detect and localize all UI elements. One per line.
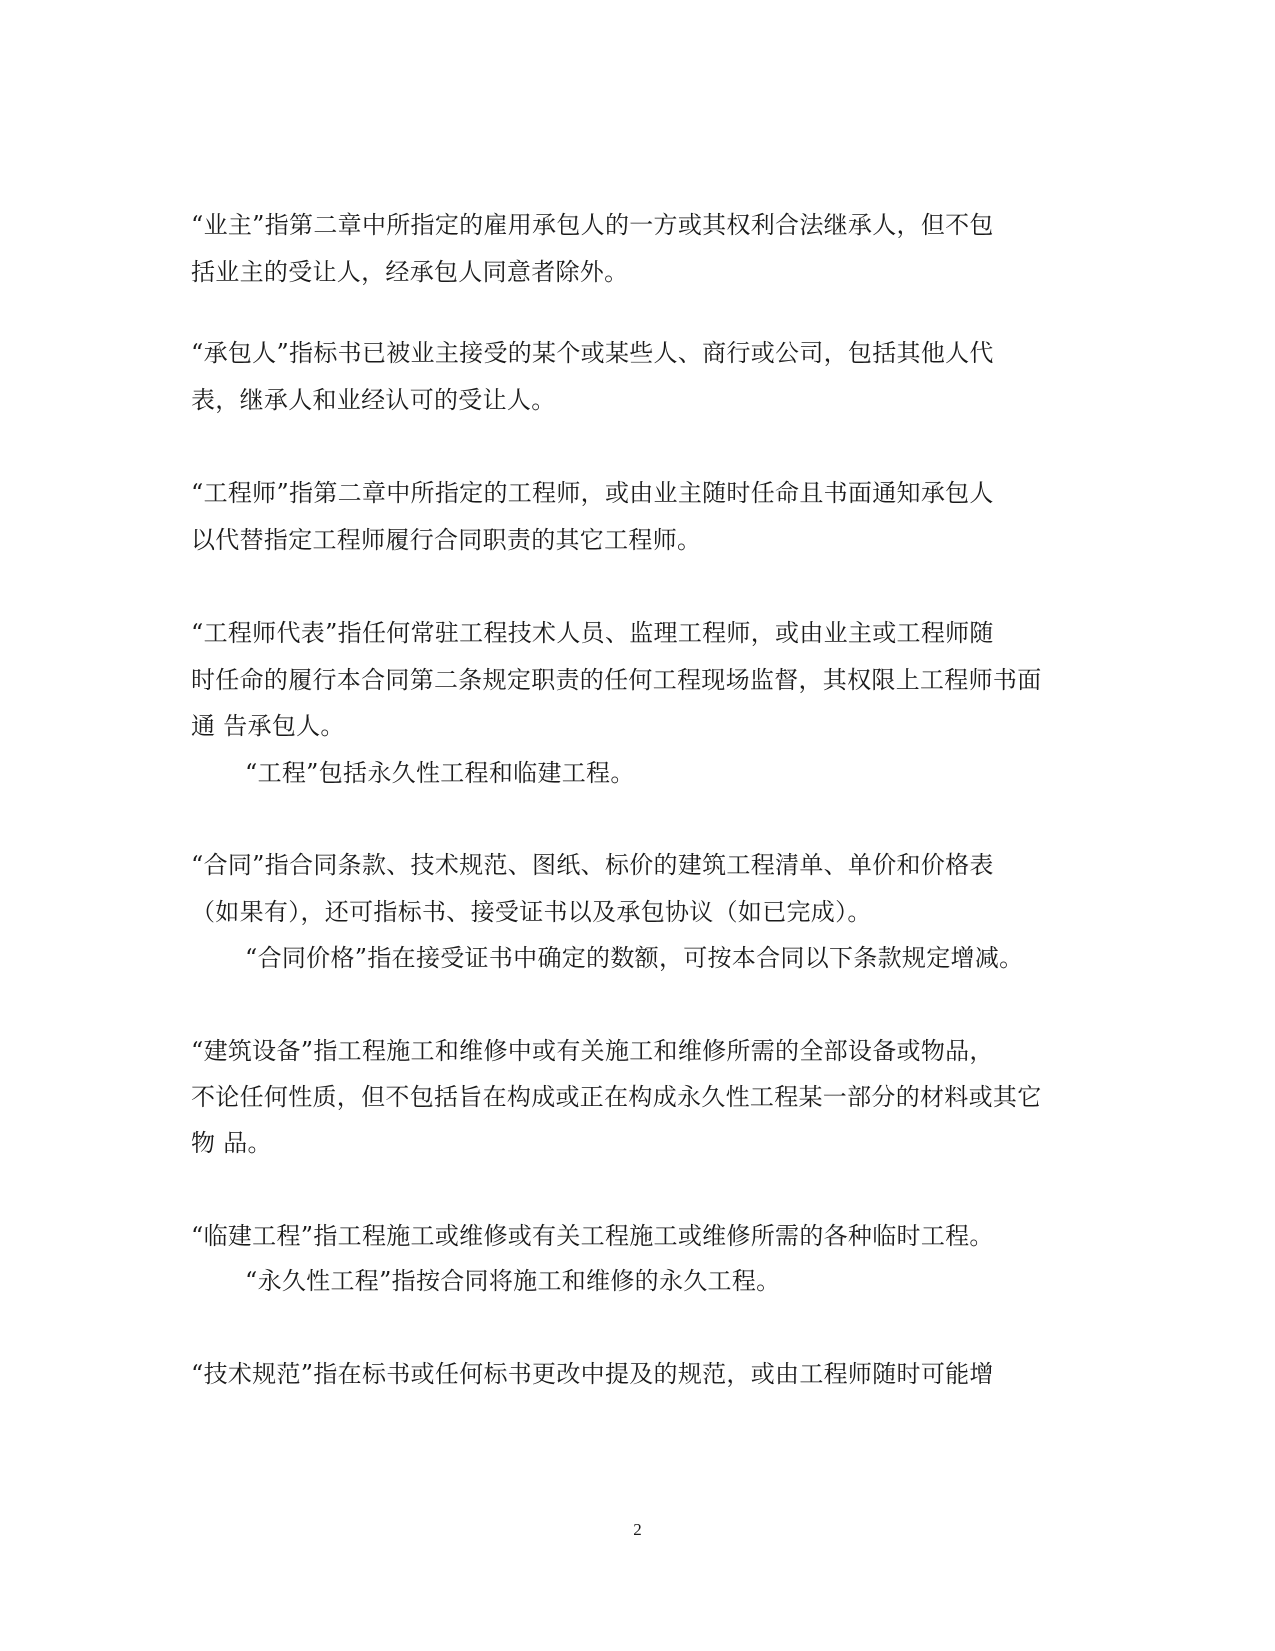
page-number: 2 (633, 1520, 642, 1539)
definition-contract-price-line: “合同价格”指在接受证书中确定的数额，可按本合同以下条款规定增减。 (245, 944, 1024, 972)
definition-equipment-line-3: 物 品。 (191, 1129, 272, 1157)
definition-owner-line-2: 括业主的受让人，经承包人同意者除外。 (191, 258, 629, 286)
definition-owner-line-1: “业主”指第二章中所指定的雇用承包人的一方或其权利合法继承人，但不包 (191, 211, 994, 239)
definition-contract-line-1: “合同”指合同条款、技术规范、图纸、标价的建筑工程清单、单价和价格表 (191, 851, 994, 879)
definition-engineer-rep-line-1: “工程师代表”指任何常驻工程技术人员、监理工程师，或由业主或工程师随 (191, 619, 994, 647)
definition-contractor-line-2: 表，继承人和业经认可的受让人。 (191, 386, 556, 414)
definition-permanent-works-line: “永久性工程”指按合同将施工和维修的永久工程。 (245, 1267, 781, 1295)
definition-engineer-line-1: “工程师”指第二章中所指定的工程师，或由业主随时任命且书面通知承包人 (191, 479, 994, 507)
definition-equipment-line-2: 不论任何性质，但不包括旨在构成或正在构成永久性工程某一部分的材料或其它 (191, 1083, 1042, 1111)
definition-equipment-line-1: “建筑设备”指工程施工和维修中或有关施工和维修所需的全部设备或物品， (191, 1037, 994, 1065)
definition-engineer-rep-line-2: 时任命的履行本合同第二条规定职责的任何工程现场监督，其权限上工程师书面 (191, 666, 1042, 694)
definition-engineer-rep-line-3: 通 告承包人。 (191, 712, 345, 740)
definition-engineer-line-2: 以代替指定工程师履行合同职责的其它工程师。 (191, 526, 702, 554)
definition-contract-line-2: （如果有），还可指标书、接受证书以及承包协议（如已完成）。 (191, 898, 872, 926)
definition-temporary-works-line: “临建工程”指工程施工或维修或有关工程施工或维修所需的各种临时工程。 (191, 1222, 994, 1250)
definition-contractor-line-1: “承包人”指标书已被业主接受的某个或某些人、商行或公司，包括其他人代 (191, 339, 994, 367)
definition-works-line: “工程”包括永久性工程和临建工程。 (245, 759, 635, 787)
definition-specification-line-1: “技术规范”指在标书或任何标书更改中提及的规范，或由工程师随时可能增 (191, 1360, 994, 1388)
